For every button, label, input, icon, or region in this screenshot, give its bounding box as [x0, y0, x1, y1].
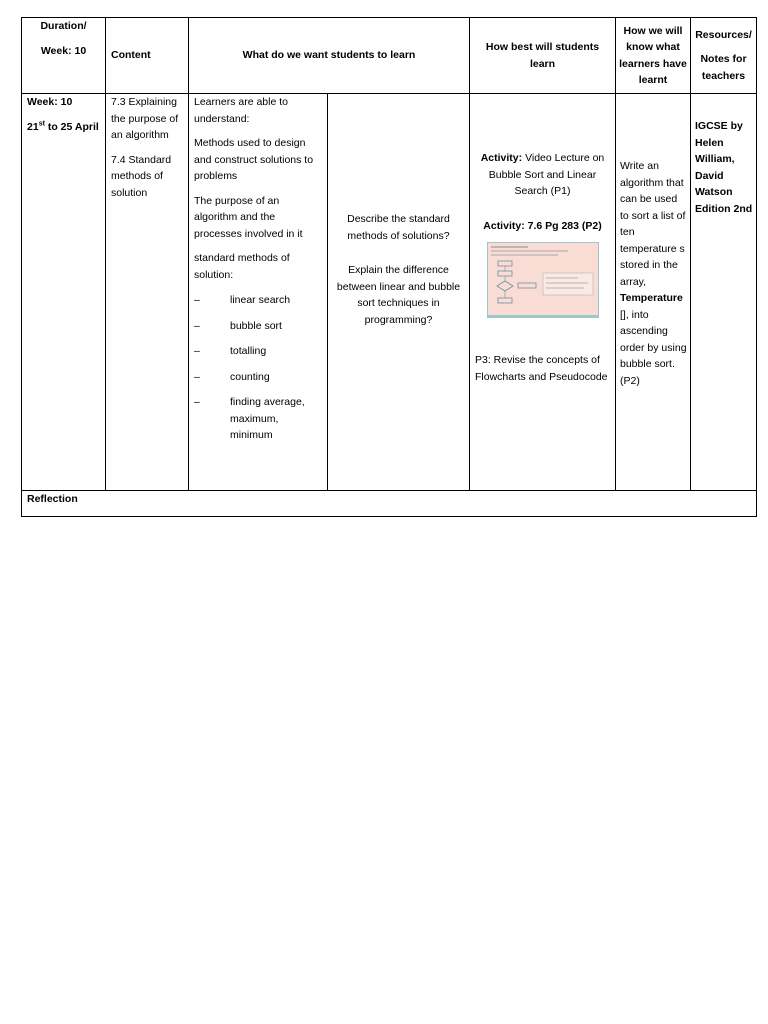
learn-questions-cell	[328, 94, 470, 491]
question-1: Describe the standard methods of solutions?	[347, 213, 450, 242]
method-text: finding average, maximum, minimum	[230, 396, 305, 441]
header-row	[22, 18, 757, 94]
header-content: Content	[106, 18, 189, 94]
learn-intro: Learners are able to understand:	[194, 96, 288, 125]
activity-1-text: Video Lecture on Bubble Sort and Linear Search (P1)	[488, 152, 605, 197]
activity-1-label: Activity:	[480, 152, 523, 164]
content-item-1: 7.3 Explaining the purpose of an algorithm	[111, 96, 179, 141]
method-text: bubble sort	[230, 319, 282, 332]
dash-bullet: –	[194, 396, 200, 408]
content-cell	[106, 94, 189, 491]
date-day: 21	[27, 120, 39, 133]
lesson-plan-table	[21, 17, 757, 517]
content-item-2: 7.4 Standard methods of solution	[111, 153, 172, 199]
method-item	[194, 343, 322, 360]
method-item	[194, 369, 322, 386]
dash-bullet: –	[194, 319, 200, 332]
learn-list-cell	[189, 94, 328, 491]
header-how: How best will students learn	[470, 18, 616, 94]
date-suffix: st	[38, 120, 45, 127]
header-duration-line2: Week: 10	[40, 44, 87, 57]
week-label: Week: 10	[27, 96, 73, 108]
header-duration	[22, 18, 106, 94]
header-learn: What do we want students to learn	[189, 18, 470, 94]
flowchart-thumbnail	[487, 242, 599, 318]
know-text	[620, 158, 687, 389]
method-item	[194, 318, 322, 335]
how-cell	[470, 94, 616, 491]
learn-item-3: standard methods of solution:	[194, 252, 290, 281]
header-know: How we will know what learners have learnt	[616, 18, 691, 94]
dash-bullet: –	[194, 370, 200, 383]
header-resources	[691, 18, 757, 94]
week-row	[22, 94, 757, 491]
question-2: Explain the difference between linear and bubble sort techniques in programming?	[336, 264, 461, 326]
method-item	[194, 394, 322, 444]
method-text: linear search	[230, 294, 291, 306]
activity-1	[475, 150, 610, 200]
date-range	[27, 119, 100, 136]
method-text: totalling	[230, 345, 267, 357]
dash-bullet: –	[194, 345, 200, 357]
learn-item-1: Methods used to design and construct solutions to problems	[194, 137, 314, 182]
header-resources-line1: Resources/	[695, 28, 752, 41]
header-resources-line2: Notes for teachers	[700, 53, 747, 82]
learn-item-2: The purpose of an algorithm and the processes involved in it	[194, 194, 303, 240]
resources-text: IGCSE by Helen William, David Watson Edition 2nd	[695, 120, 753, 215]
dash-bullet: –	[194, 294, 200, 306]
reflection-row	[22, 491, 757, 517]
know-text-1: Write an algorithm that can be used to sort a list of ten temperature s stored in the array,	[620, 160, 686, 288]
method-text: counting	[230, 370, 270, 383]
date-rest: to 25 April	[44, 120, 99, 133]
know-text-bold: Temperature	[620, 292, 683, 304]
resources-cell	[691, 94, 757, 491]
header-duration-line1: Duration/	[40, 20, 87, 32]
know-text-2: [], into ascending order by using bubble sort. (P2)	[620, 308, 687, 387]
thumb-code-box	[543, 273, 593, 295]
method-item	[194, 292, 322, 309]
activity-2: Activity: 7.6 Pg 283 (P2)	[483, 219, 602, 232]
p3-revise: P3: Revise the concepts of Flowcharts and Pseudocode	[475, 354, 608, 383]
know-cell	[616, 94, 691, 491]
duration-cell	[22, 94, 106, 491]
reflection-label: Reflection	[22, 491, 757, 517]
